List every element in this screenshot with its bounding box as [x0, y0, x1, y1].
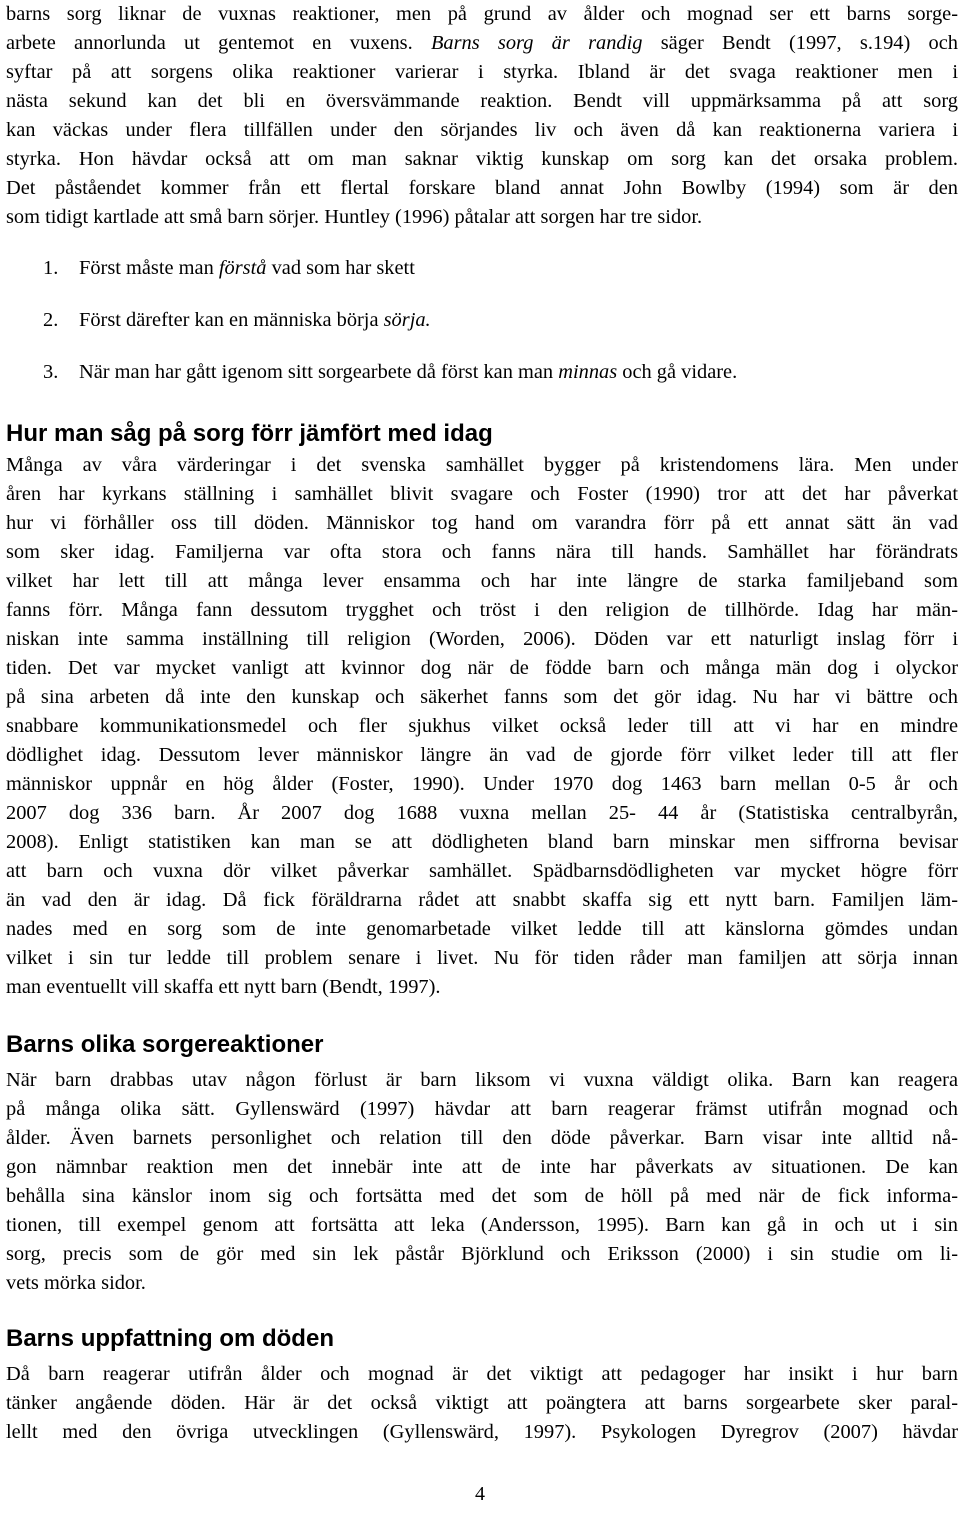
text-run: ålder. Även barnets personlighet och relation till den döde påverkar. Barn visar inte alltid nå- [6, 1127, 958, 1149]
text-line [6, 1269, 958, 1298]
text-line [6, 625, 958, 654]
text-line [6, 451, 958, 480]
text-line [6, 1360, 958, 1389]
text-line [6, 116, 958, 145]
text-line [6, 712, 958, 741]
text-line [6, 0, 958, 29]
text-line [6, 567, 958, 596]
text-line [6, 1389, 958, 1418]
list-item-text [79, 254, 415, 283]
section-heading-sorg-forr-idag: Hur man såg på sorg förr jämfört med idag [6, 420, 493, 447]
text-run: 2008). Enligt statistiken kan man se att dödligheten bland barn minskar men siffrorna bevisar [6, 831, 958, 853]
section-heading-sorgereaktioner: Barns olika sorgereaktioner [6, 1031, 324, 1058]
text-run: vad som har skett [266, 257, 415, 279]
text-run: snabbare kommunikationsmedel och fler sjukhus vilket också leder till att vi har en mindre [6, 715, 958, 737]
text-run: behålla sina känslor inom sig och fortsätta med det som de höll på med när de fick informa- [6, 1185, 958, 1207]
text-run: vets mörka sidor. [6, 1272, 146, 1294]
text-line [6, 87, 958, 116]
text-line [6, 1153, 958, 1182]
text-line [6, 944, 958, 973]
text-run: att barn och vuxna dör vilket påverkar samhället. Spädbarnsdödligheten var mycket högre förr [6, 860, 958, 882]
text-line [6, 1124, 958, 1153]
text-line [6, 799, 958, 828]
italic-text: sörja. [383, 309, 431, 331]
text-run: säger Bendt (1997, s.194) och [642, 32, 958, 54]
text-run: lellt med den övriga utvecklingen (Gyllenswärd, 1997). Psykologen Dyregrov (2007) hävdar [6, 1421, 958, 1443]
text-run: barns sorg liknar de vuxnas reaktioner, men på grund av ålder och mognad ser ett barns sorge- [6, 3, 958, 25]
text-run: fanns förr. Många fann dessutom trygghet och tröst i den religion de tillhörde. Idag har män- [6, 599, 958, 621]
text-run: När man har gått igenom sitt sorgearbete då först kan man [79, 361, 559, 383]
text-run: nades med en sorg som de inte genomarbetade vilket ledde till att känslorna gömdes undan [6, 918, 958, 940]
text-run: dödlighet idag. Dessutom lever människor längre än vad de gjorde förr vilket leder till att fler [6, 744, 958, 766]
text-run: nästa sekund kan det bli en översvämmande reaktion. Bendt vill uppmärksamma på att sorg [6, 90, 958, 112]
text-run: styrka. Hon hävdar också att om man saknar viktig kunskap om sorg kan det orsaka problem. [6, 148, 958, 170]
text-run: vilket i sin tur ledde till problem senare i livet. Nu för tiden råder man familjen att sörja innan [6, 947, 958, 969]
list-item-text [79, 306, 431, 335]
text-line [6, 741, 958, 770]
text-line [6, 538, 958, 567]
italic-text: Barns sorg är randig [430, 32, 643, 54]
list-item-number: 2. [43, 309, 59, 331]
text-line [6, 1211, 958, 1240]
text-line [6, 1095, 958, 1124]
text-run: åren har kyrkans ställning i samhället blivit svagare och Foster (1990) tror att det har påverkat [6, 483, 958, 505]
text-run: som sker idag. Familjerna var ofta stora och fanns nära till hands. Samhället har förändrats [6, 541, 958, 563]
section-sorg-forr-idag-paragraph [6, 451, 958, 1002]
text-line [6, 828, 958, 857]
text-run: man eventuellt vill skaffa ett nytt barn (Bendt, 1997). [6, 976, 441, 998]
text-run: och gå vidare. [617, 361, 738, 383]
text-run: Då barn reagerar utifrån ålder och mognad är det viktigt att pedagoger har insikt i hur barn [6, 1363, 958, 1385]
text-line [6, 770, 958, 799]
text-line [6, 1066, 958, 1095]
text-run: niskan inte samma inställning till religion (Worden, 2006). Döden var ett naturligt inslag förr i [6, 628, 958, 650]
text-run: tänker angående döden. Här är det också viktigt att poängtera att barns sorgearbete sker paral- [6, 1392, 958, 1414]
text-line [6, 654, 958, 683]
text-line [6, 203, 958, 232]
text-line [6, 174, 958, 203]
text-line [6, 857, 958, 886]
text-run: gon nämnbar reaktion men det innebär inte att de inte har påverkats av situationen. De kan [6, 1156, 958, 1178]
text-line [6, 480, 958, 509]
text-line [6, 886, 958, 915]
list-item-number: 1. [43, 257, 59, 279]
text-line [6, 915, 958, 944]
text-run: än vad den är idag. Då fick föräldrarna rådet att snabbt skaffa sig ett nytt barn. Familjen läm- [6, 889, 958, 911]
text-line [6, 509, 958, 538]
text-line [6, 1418, 958, 1447]
text-line [6, 29, 958, 58]
text-run: hur vi förhåller oss till döden. Människor tog hand om varandra förr på ett annat sätt än vad [6, 512, 958, 534]
text-run: 2007 dog 336 barn. År 2007 dog 1688 vuxna mellan 25- 44 år (Statistiska centralbyrån, [6, 802, 958, 824]
text-run: tiden. Det var mycket vanligt att kvinnor dog när de födde barn och många män dog i olyckor [6, 657, 958, 679]
text-line [6, 1182, 958, 1211]
list-item-number: 3. [43, 361, 59, 383]
text-run: tionen, till exempel genom att fortsätta att leka (Andersson, 1995). Barn kan gå in och ut i sin [6, 1214, 958, 1236]
text-line [6, 145, 958, 174]
section-uppfattning-doden-paragraph [6, 1360, 958, 1447]
italic-text: minnas [558, 361, 618, 383]
page-number: 4 [475, 1483, 485, 1505]
text-run: Först måste man [79, 257, 219, 279]
text-line [6, 596, 958, 625]
text-line [6, 1240, 958, 1269]
text-run: sorg, precis som de gör med sin lek påstår Björklund och Eriksson (2000) i sin studie om li- [6, 1243, 958, 1265]
section-heading-uppfattning-doden: Barns uppfattning om döden [6, 1325, 334, 1352]
intro-paragraph [6, 0, 958, 232]
text-run: När barn drabbas utav någon förlust är barn liksom vi vuxna väldigt olika. Barn kan reagera [6, 1069, 958, 1091]
text-run: arbete annorlunda ut gentemot en vuxens. [6, 32, 431, 54]
text-run: Det påståendet kommer från ett flertal forskare bland annat John Bowlby (1994) som är den [6, 177, 958, 199]
text-line [6, 683, 958, 712]
text-run: vilket har lett till att många lever ensamma och har inte längre de starka familjeband som [6, 570, 958, 592]
text-run: kan väckas under flera tillfällen under den sörjandes liv och även då kan reaktionerna variera i [6, 119, 958, 141]
list-item-text [79, 358, 737, 387]
text-run: på många olika sätt. Gyllenswärd (1997) hävdar att barn reagerar främst utifrån mognad och [6, 1098, 958, 1120]
section-sorgereaktioner-paragraph [6, 1066, 958, 1298]
text-run: syftar på att sorgens olika reaktioner varierar i styrka. Ibland är det svaga reaktioner men i [6, 61, 958, 83]
text-run: Först därefter kan en människa börja [79, 309, 384, 331]
text-run: på sina arbeten då inte den kunskap och säkerhet fanns som det gör idag. Nu har vi bättre och [6, 686, 958, 708]
text-run: som tidigt kartlade att små barn sörjer. Huntley (1996) påtalar att sorgen har tre sidor. [6, 206, 703, 228]
text-line [6, 58, 958, 87]
text-line [6, 973, 958, 1002]
text-run: människor uppnår en hög ålder (Foster, 1990). Under 1970 dog 1463 barn mellan 0-5 år och [6, 773, 958, 795]
italic-text: förstå [218, 257, 267, 279]
text-run: Många av våra värderingar i det svenska samhället bygger på kristendomens lära. Men under [6, 454, 958, 476]
